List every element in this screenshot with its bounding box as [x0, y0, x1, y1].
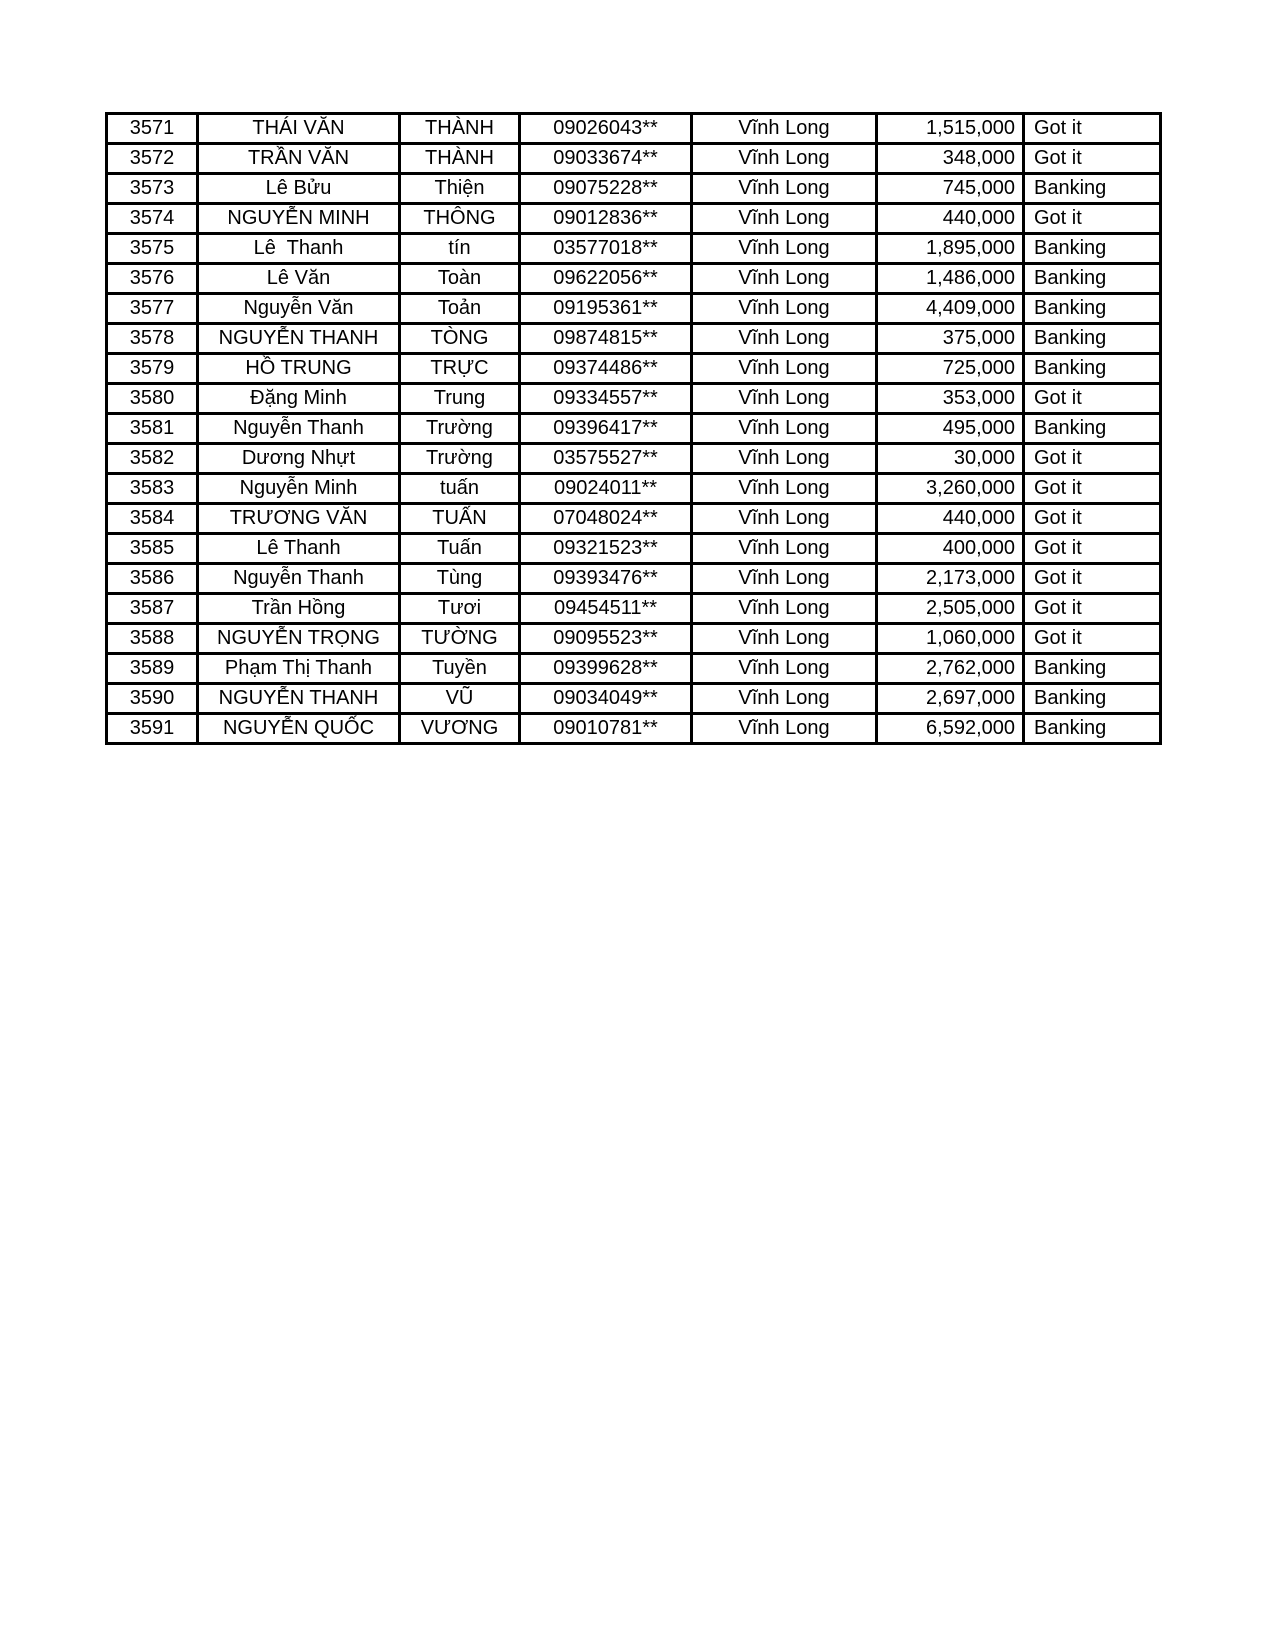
cell-first-name: Nguyễn Văn: [198, 294, 400, 324]
cell-amount: 3,260,000: [877, 474, 1024, 504]
cell-phone-masked: 03575527**: [520, 444, 692, 474]
cell-province: Vĩnh Long: [692, 294, 877, 324]
cell-first-name: NGUYỄN MINH: [198, 204, 400, 234]
cell-amount: 30,000: [877, 444, 1024, 474]
cell-phone-masked: 09374486**: [520, 354, 692, 384]
table-row: [107, 654, 1161, 684]
cell-first-name: NGUYỄN QUỐC: [198, 714, 400, 744]
cell-first-name: HỒ TRUNG: [198, 354, 400, 384]
cell-first-name: Nguyễn Thanh: [198, 564, 400, 594]
cell-province: Vĩnh Long: [692, 204, 877, 234]
cell-amount: 725,000: [877, 354, 1024, 384]
cell-amount: 4,409,000: [877, 294, 1024, 324]
cell-last-name: Trung: [400, 384, 520, 414]
cell-first-name: Lê Thanh: [198, 234, 400, 264]
cell-status: Banking: [1024, 234, 1161, 264]
cell-province: Vĩnh Long: [692, 264, 877, 294]
cell-row-id: 3588: [107, 624, 198, 654]
cell-last-name: TUẤN: [400, 504, 520, 534]
cell-last-name: Tươi: [400, 594, 520, 624]
cell-row-id: 3586: [107, 564, 198, 594]
cell-status: Got it: [1024, 624, 1161, 654]
table-row: [107, 504, 1161, 534]
cell-province: Vĩnh Long: [692, 144, 877, 174]
cell-province: Vĩnh Long: [692, 324, 877, 354]
cell-first-name: Nguyễn Thanh: [198, 414, 400, 444]
cell-first-name: NGUYỄN TRỌNG: [198, 624, 400, 654]
cell-row-id: 3585: [107, 534, 198, 564]
cell-last-name: THÔNG: [400, 204, 520, 234]
cell-province: Vĩnh Long: [692, 234, 877, 264]
cell-amount: 2,762,000: [877, 654, 1024, 684]
cell-first-name: Lê Thanh: [198, 534, 400, 564]
cell-phone-masked: 09393476**: [520, 564, 692, 594]
table-row: [107, 174, 1161, 204]
cell-phone-masked: 09026043**: [520, 114, 692, 144]
cell-status: Banking: [1024, 684, 1161, 714]
cell-province: Vĩnh Long: [692, 624, 877, 654]
cell-amount: 1,486,000: [877, 264, 1024, 294]
table-row: [107, 474, 1161, 504]
cell-province: Vĩnh Long: [692, 444, 877, 474]
cell-last-name: Tuyền: [400, 654, 520, 684]
cell-first-name: Dương Nhựt: [198, 444, 400, 474]
cell-status: Banking: [1024, 714, 1161, 744]
table-row: [107, 564, 1161, 594]
table-row: [107, 324, 1161, 354]
table-row: [107, 594, 1161, 624]
cell-phone-masked: 09399628**: [520, 654, 692, 684]
cell-last-name: Toản: [400, 294, 520, 324]
cell-row-id: 3579: [107, 354, 198, 384]
cell-last-name: TRỰC: [400, 354, 520, 384]
cell-phone-masked: 07048024**: [520, 504, 692, 534]
cell-row-id: 3587: [107, 594, 198, 624]
cell-status: Banking: [1024, 174, 1161, 204]
cell-row-id: 3571: [107, 114, 198, 144]
cell-province: Vĩnh Long: [692, 504, 877, 534]
cell-row-id: 3583: [107, 474, 198, 504]
cell-province: Vĩnh Long: [692, 654, 877, 684]
cell-first-name: TRƯƠNG VĂN: [198, 504, 400, 534]
cell-phone-masked: 09012836**: [520, 204, 692, 234]
cell-row-id: 3582: [107, 444, 198, 474]
cell-last-name: Toàn: [400, 264, 520, 294]
table-row: [107, 384, 1161, 414]
cell-status: Got it: [1024, 504, 1161, 534]
table-row: [107, 414, 1161, 444]
cell-status: Got it: [1024, 204, 1161, 234]
cell-status: Got it: [1024, 384, 1161, 414]
cell-row-id: 3576: [107, 264, 198, 294]
cell-phone-masked: 09874815**: [520, 324, 692, 354]
cell-province: Vĩnh Long: [692, 714, 877, 744]
cell-amount: 348,000: [877, 144, 1024, 174]
table-row: [107, 714, 1161, 744]
cell-last-name: THÀNH: [400, 144, 520, 174]
cell-first-name: THÁI VĂN: [198, 114, 400, 144]
cell-status: Got it: [1024, 564, 1161, 594]
cell-province: Vĩnh Long: [692, 174, 877, 204]
cell-province: Vĩnh Long: [692, 564, 877, 594]
cell-province: Vĩnh Long: [692, 594, 877, 624]
cell-amount: 2,697,000: [877, 684, 1024, 714]
cell-last-name: TÒNG: [400, 324, 520, 354]
cell-row-id: 3580: [107, 384, 198, 414]
cell-phone-masked: 09334557**: [520, 384, 692, 414]
cell-row-id: 3581: [107, 414, 198, 444]
cell-amount: 400,000: [877, 534, 1024, 564]
cell-province: Vĩnh Long: [692, 474, 877, 504]
cell-first-name: NGUYỄN THANH: [198, 684, 400, 714]
cell-phone-masked: 09396417**: [520, 414, 692, 444]
cell-amount: 440,000: [877, 504, 1024, 534]
cell-last-name: THÀNH: [400, 114, 520, 144]
cell-status: Got it: [1024, 114, 1161, 144]
cell-phone-masked: 09321523**: [520, 534, 692, 564]
cell-phone-masked: 09075228**: [520, 174, 692, 204]
table-row: [107, 114, 1161, 144]
cell-phone-masked: 09195361**: [520, 294, 692, 324]
cell-status: Got it: [1024, 594, 1161, 624]
cell-amount: 2,505,000: [877, 594, 1024, 624]
table-row: [107, 204, 1161, 234]
cell-status: Banking: [1024, 294, 1161, 324]
cell-last-name: Tùng: [400, 564, 520, 594]
cell-amount: 1,515,000: [877, 114, 1024, 144]
cell-status: Banking: [1024, 354, 1161, 384]
cell-amount: 6,592,000: [877, 714, 1024, 744]
cell-amount: 1,060,000: [877, 624, 1024, 654]
cell-phone-masked: 09024011**: [520, 474, 692, 504]
cell-province: Vĩnh Long: [692, 684, 877, 714]
recipients-table: [105, 112, 1162, 745]
cell-amount: 745,000: [877, 174, 1024, 204]
cell-amount: 2,173,000: [877, 564, 1024, 594]
cell-province: Vĩnh Long: [692, 414, 877, 444]
cell-amount: 440,000: [877, 204, 1024, 234]
cell-last-name: Trường: [400, 414, 520, 444]
cell-last-name: VƯƠNG: [400, 714, 520, 744]
cell-first-name: Đặng Minh: [198, 384, 400, 414]
cell-status: Banking: [1024, 414, 1161, 444]
cell-province: Vĩnh Long: [692, 384, 877, 414]
table-row: [107, 624, 1161, 654]
cell-last-name: TƯỜNG: [400, 624, 520, 654]
cell-phone-masked: 09010781**: [520, 714, 692, 744]
cell-row-id: 3573: [107, 174, 198, 204]
cell-last-name: Tuấn: [400, 534, 520, 564]
cell-phone-masked: 09033674**: [520, 144, 692, 174]
cell-amount: 353,000: [877, 384, 1024, 414]
cell-first-name: Nguyễn Minh: [198, 474, 400, 504]
cell-first-name: Lê Bửu: [198, 174, 400, 204]
cell-last-name: VŨ: [400, 684, 520, 714]
cell-amount: 1,895,000: [877, 234, 1024, 264]
cell-first-name: Trần Hồng: [198, 594, 400, 624]
cell-row-id: 3578: [107, 324, 198, 354]
cell-row-id: 3590: [107, 684, 198, 714]
cell-last-name: Trường: [400, 444, 520, 474]
table-body: [107, 114, 1161, 744]
cell-province: Vĩnh Long: [692, 354, 877, 384]
table-row: [107, 294, 1161, 324]
cell-amount: 495,000: [877, 414, 1024, 444]
table-row: [107, 144, 1161, 174]
cell-phone-masked: 09454511**: [520, 594, 692, 624]
cell-row-id: 3591: [107, 714, 198, 744]
cell-row-id: 3577: [107, 294, 198, 324]
cell-status: Got it: [1024, 534, 1161, 564]
table-row: [107, 534, 1161, 564]
cell-status: Got it: [1024, 474, 1161, 504]
cell-status: Banking: [1024, 324, 1161, 354]
cell-phone-masked: 09034049**: [520, 684, 692, 714]
cell-status: Banking: [1024, 264, 1161, 294]
cell-first-name: Lê Văn: [198, 264, 400, 294]
cell-first-name: Phạm Thị Thanh: [198, 654, 400, 684]
cell-row-id: 3574: [107, 204, 198, 234]
cell-status: Got it: [1024, 144, 1161, 174]
table-row: [107, 354, 1161, 384]
table-row: [107, 234, 1161, 264]
cell-row-id: 3572: [107, 144, 198, 174]
cell-status: Got it: [1024, 444, 1161, 474]
cell-last-name: Thiện: [400, 174, 520, 204]
table-row: [107, 264, 1161, 294]
cell-last-name: tuấn: [400, 474, 520, 504]
cell-first-name: TRẦN VĂN: [198, 144, 400, 174]
cell-row-id: 3575: [107, 234, 198, 264]
cell-row-id: 3589: [107, 654, 198, 684]
cell-phone-masked: 09095523**: [520, 624, 692, 654]
table-row: [107, 444, 1161, 474]
cell-phone-masked: 09622056**: [520, 264, 692, 294]
cell-amount: 375,000: [877, 324, 1024, 354]
cell-last-name: tín: [400, 234, 520, 264]
cell-status: Banking: [1024, 654, 1161, 684]
cell-phone-masked: 03577018**: [520, 234, 692, 264]
table-row: [107, 684, 1161, 714]
cell-province: Vĩnh Long: [692, 114, 877, 144]
cell-province: Vĩnh Long: [692, 534, 877, 564]
cell-row-id: 3584: [107, 504, 198, 534]
cell-first-name: NGUYỄN THANH: [198, 324, 400, 354]
